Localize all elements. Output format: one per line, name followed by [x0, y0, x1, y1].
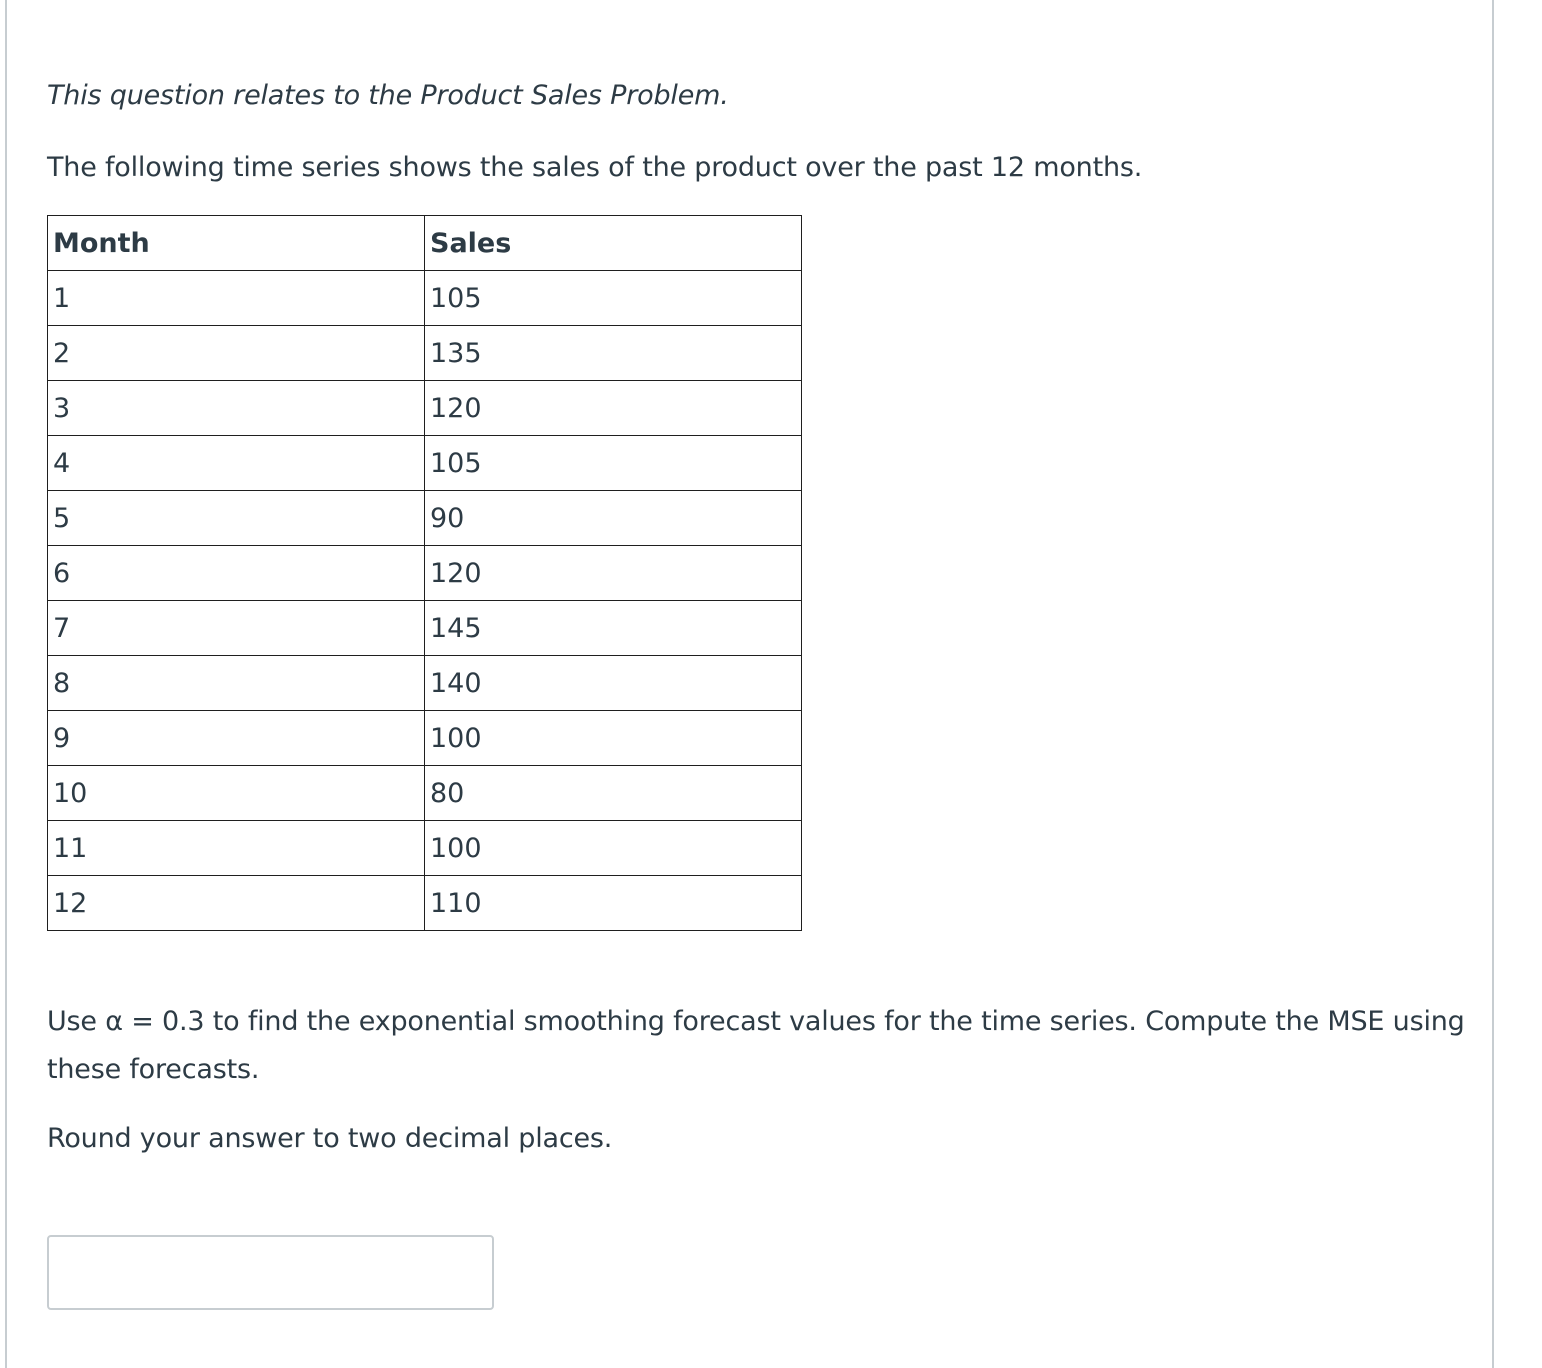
month-cell: 6	[48, 546, 425, 601]
sales-cell: 105	[425, 436, 802, 491]
month-cell: 12	[48, 876, 425, 931]
header-sales: Sales	[425, 216, 802, 271]
sales-cell: 105	[425, 271, 802, 326]
table-row	[48, 821, 802, 876]
table-row	[48, 326, 802, 381]
month-cell: 8	[48, 656, 425, 711]
sales-cell: 120	[425, 381, 802, 436]
table-row	[48, 766, 802, 821]
question-instruction: Use α = 0.3 to find the exponential smoothing forecast values for the time series. Compute the MSE using these forecasts.	[47, 1006, 1465, 1085]
month-cell: 5	[48, 491, 425, 546]
table-row	[48, 601, 802, 656]
sales-cell: 80	[425, 766, 802, 821]
table-row	[48, 546, 802, 601]
rounding-instruction: Round your answer to two decimal places.	[47, 1123, 613, 1154]
sales-cell: 110	[425, 876, 802, 931]
sales-cell: 120	[425, 546, 802, 601]
month-cell: 1	[48, 271, 425, 326]
month-cell: 4	[48, 436, 425, 491]
month-cell: 2	[48, 326, 425, 381]
question-lead: The following time series shows the sales of the product over the past 12 months.	[47, 152, 1143, 183]
table-row	[48, 381, 802, 436]
table-row	[48, 656, 802, 711]
sales-cell: 100	[425, 821, 802, 876]
sales-cell: 100	[425, 711, 802, 766]
answer-input[interactable]	[47, 1235, 494, 1310]
month-cell: 9	[48, 711, 425, 766]
table-body	[48, 271, 802, 931]
sales-table	[47, 215, 802, 931]
header-month: Month	[48, 216, 425, 271]
sales-cell: 140	[425, 656, 802, 711]
month-cell: 7	[48, 601, 425, 656]
sales-cell: 145	[425, 601, 802, 656]
month-cell: 10	[48, 766, 425, 821]
table-row	[48, 491, 802, 546]
table-header-row	[48, 216, 802, 271]
month-cell: 11	[48, 821, 425, 876]
month-cell: 3	[48, 381, 425, 436]
table-row	[48, 271, 802, 326]
table-row	[48, 436, 802, 491]
table-row	[48, 876, 802, 931]
table-row	[48, 711, 802, 766]
question-intro: This question relates to the Product Sales Problem.	[47, 80, 729, 111]
sales-cell: 90	[425, 491, 802, 546]
sales-cell: 135	[425, 326, 802, 381]
